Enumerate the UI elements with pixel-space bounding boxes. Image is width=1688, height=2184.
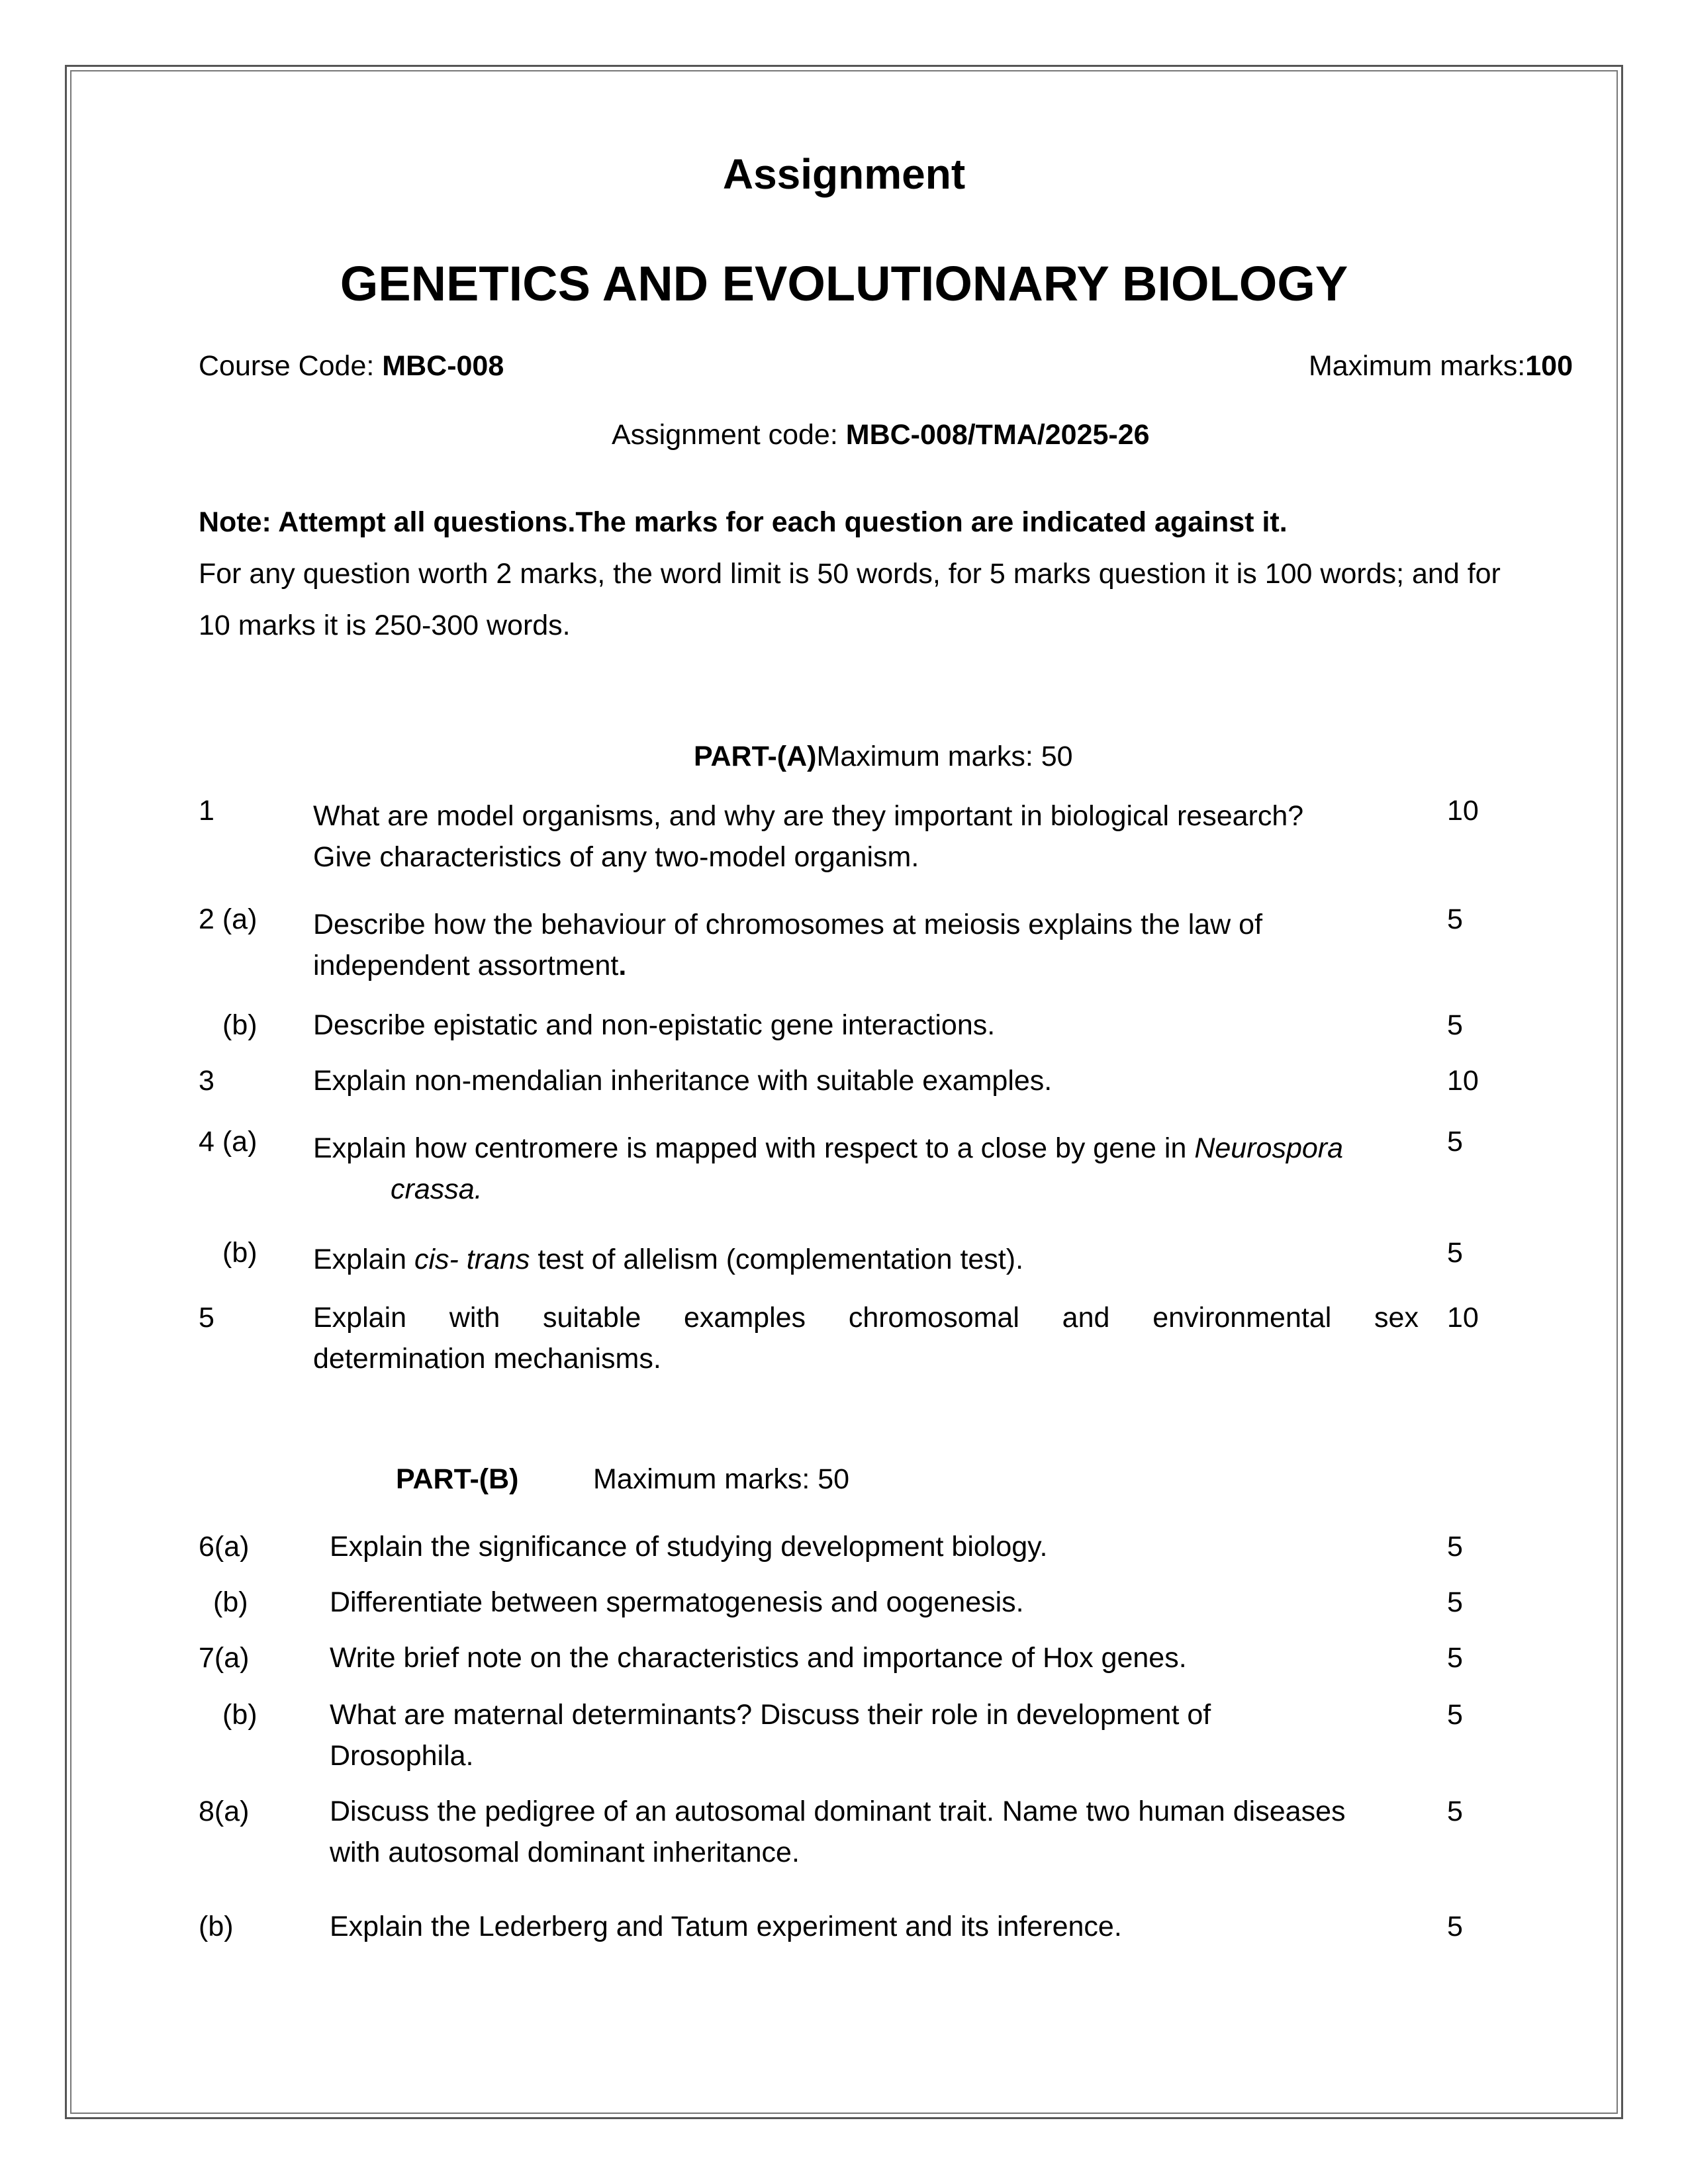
note-line-3: 10 marks it is 250-300 words. <box>199 610 571 641</box>
question-number: (b) <box>213 1586 248 1618</box>
question-marks: 5 <box>1447 1699 1463 1731</box>
question-text: Discuss the pedigree of an autosomal dominant trait. Name two human diseases <box>330 1796 1346 1827</box>
question-number: (b) <box>222 1009 258 1041</box>
question-text: Describe how the behaviour of chromosomes at meiosis explains the law of <box>313 909 1263 940</box>
course-code-label: Course Code: <box>199 350 383 382</box>
question-text: crassa. <box>391 1173 483 1205</box>
course-code: MBC-008 <box>382 350 504 382</box>
max-marks-label: Maximum marks: <box>1308 350 1526 382</box>
question-text: What are maternal determinants? Discuss their role in development of <box>330 1699 1211 1731</box>
question-number: 1 <box>199 795 214 827</box>
question-marks: 10 <box>1447 1065 1479 1097</box>
part-a-marks: Maximum marks: 50 <box>816 741 1073 772</box>
part-a-title: PART-(A) <box>694 741 817 772</box>
question-marks: 10 <box>1447 795 1479 827</box>
question-text: independent assortment. <box>313 950 627 981</box>
question-marks: 5 <box>1447 1642 1463 1674</box>
assignment-code: MBC-008/TMA/2025-26 <box>845 419 1150 451</box>
question-text: Explain the Lederberg and Tatum experiment and its inference. <box>330 1911 1122 1942</box>
part-b-title: PART-(B) <box>396 1463 519 1495</box>
max-marks-value: 100 <box>1525 350 1573 382</box>
course-code-line <box>199 345 504 387</box>
question-text: Explain how centromere is mapped with respect to a close by gene in Neurospora <box>313 1132 1344 1164</box>
question-marks: 5 <box>1447 1796 1463 1827</box>
question-number: 2 (a) <box>199 903 258 935</box>
question-number: 7(a) <box>199 1642 250 1674</box>
max-marks-line <box>1309 345 1573 387</box>
question-text: Differentiate between spermatogenesis and oogenesis. <box>330 1586 1024 1618</box>
question-text: Drosophila. <box>330 1740 474 1772</box>
question-text: Explain the significance of studying development biology. <box>330 1531 1048 1563</box>
question-text: with autosomal dominant inheritance. <box>330 1837 800 1868</box>
question-marks: 5 <box>1447 903 1463 935</box>
question-number: 4 (a) <box>199 1126 258 1158</box>
question-number: (b) <box>222 1237 258 1269</box>
question-text: Write brief note on the characteristics and importance of Hox genes. <box>330 1642 1187 1674</box>
question-marks: 5 <box>1447 1009 1463 1041</box>
part-b-marks: Maximum marks: 50 <box>593 1463 850 1495</box>
question-text: determination mechanisms. <box>313 1343 661 1375</box>
question-marks: 5 <box>1447 1237 1463 1269</box>
question-text: What are model organisms, and why are they important in biological research? <box>313 800 1304 832</box>
question-text: Explain cis- trans test of allelism (complementation test). <box>313 1244 1024 1275</box>
part-a-heading <box>694 736 1073 777</box>
question-number: 3 <box>199 1065 214 1097</box>
course-title: GENETICS AND EVOLUTIONARY BIOLOGY <box>340 256 1348 311</box>
question-marks: 10 <box>1447 1302 1479 1334</box>
question-number: 6(a) <box>199 1531 250 1563</box>
question-marks: 5 <box>1447 1911 1463 1942</box>
question-text: Explain non-mendalian inheritance with suitable examples. <box>313 1065 1053 1097</box>
question-marks: 5 <box>1447 1586 1463 1618</box>
question-text: Explain with suitable examples chromosomal and environmental sex <box>313 1302 1419 1334</box>
note-line-2: For any question worth 2 marks, the word limit is 50 words, for 5 marks question it is 100 words; and for <box>199 558 1501 590</box>
note-heading: Note: Attempt all questions.The marks for each question are indicated against it. <box>199 506 1288 538</box>
question-number: 8(a) <box>199 1796 250 1827</box>
question-text: Describe epistatic and non-epistatic gene interactions. <box>313 1009 996 1041</box>
question-text: Give characteristics of any two-model organism. <box>313 841 919 873</box>
question-number: (b) <box>222 1699 258 1731</box>
question-number: (b) <box>199 1911 234 1942</box>
question-marks: 5 <box>1447 1126 1463 1158</box>
doc-type-title: Assignment <box>722 150 966 198</box>
question-number: 5 <box>199 1302 214 1334</box>
assignment-code-label: Assignment code: <box>612 419 846 451</box>
question-marks: 5 <box>1447 1531 1463 1563</box>
assignment-code-line <box>612 414 1150 455</box>
